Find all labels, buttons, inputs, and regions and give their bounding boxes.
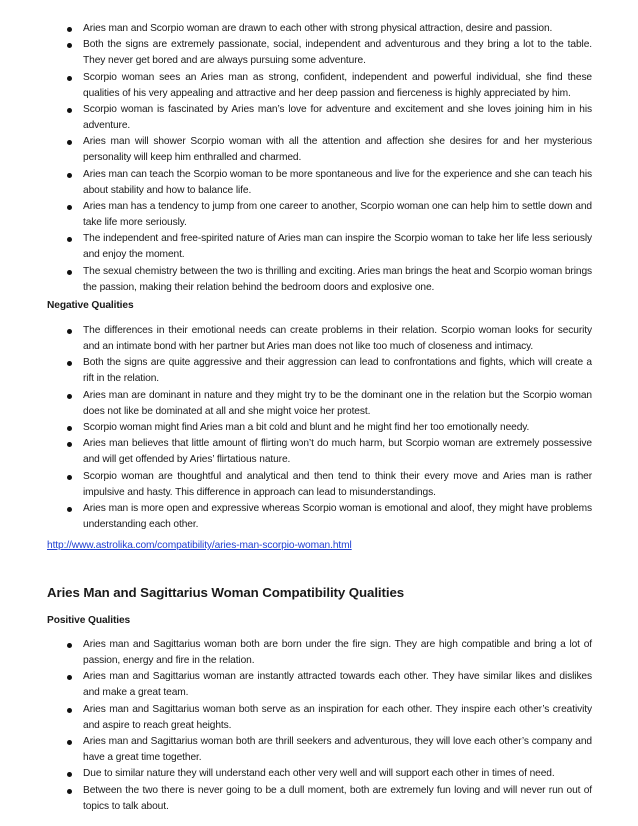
- bullet-icon: [67, 740, 72, 745]
- bullet-icon: [67, 76, 72, 81]
- list-item: [47, 167, 592, 199]
- list-item: [47, 264, 592, 296]
- positive-qualities-heading: Positive Qualities: [47, 615, 131, 626]
- list-item-text: Between the two there is never going to be a dull moment, both are extremely fun loving and will never run out of topics to talk about.: [83, 784, 592, 812]
- list-item-text: Aries man believes that little amount of flirting won’t do much harm, but Scorpio woman are extremely possessive and will get offended by Aries’ flirtatious nature.: [83, 438, 592, 466]
- scorpio-negative-list: [47, 323, 592, 533]
- list-item-text: Aries man can teach the Scorpio woman to be more spontaneous and live for the experience and she can teach his about stability and how to balance life.: [83, 168, 592, 196]
- source-link[interactable]: http://www.astrolika.com/compatibility/aries-man-scorpio-woman.html: [47, 540, 352, 551]
- bullet-icon: [67, 394, 72, 399]
- list-item: [47, 783, 592, 815]
- list-item: [47, 323, 592, 355]
- list-item: [47, 637, 592, 669]
- list-item: [47, 669, 592, 701]
- bullet-icon: [67, 708, 72, 713]
- list-item: [47, 766, 592, 782]
- list-item: [47, 734, 592, 766]
- bullet-icon: [67, 140, 72, 145]
- list-item: [47, 501, 592, 533]
- list-item-text: The independent and free-spirited nature of Aries man can inspire the Scorpio woman to take her life less seriously and enjoy the moment.: [83, 233, 592, 261]
- bullet-icon: [67, 675, 72, 680]
- list-item-text: Aries man and Sagittarius woman both are thrill seekers and adventurous, they will love each other’s company and have a great time together.: [83, 735, 592, 763]
- list-item: [47, 37, 592, 69]
- list-item: [47, 102, 592, 134]
- list-item-text: Aries man and Sagittarius woman both are born under the fire sign. They are high compatible and bring a lot of passion, energy and fire in the relation.: [83, 639, 592, 666]
- list-item-text: Aries man has a tendency to jump from one career to another, Scorpio woman one can help him to settle down and take life more seriously.: [83, 200, 592, 228]
- bullet-icon: [67, 43, 72, 48]
- list-item: [47, 355, 592, 387]
- sagittarius-positive-list: [47, 637, 592, 815]
- list-item: [47, 134, 592, 166]
- bullet-icon: [67, 772, 72, 777]
- list-item-text: Aries man is more open and expressive whereas Scorpio woman is emotional and aloof, they might have problems understanding each other.: [83, 502, 592, 530]
- bullet-icon: [67, 205, 72, 210]
- list-item: [47, 70, 592, 102]
- bullet-icon: [67, 329, 72, 334]
- list-item: [47, 231, 592, 263]
- list-item-text: Due to similar nature they will understand each other very well and will support each other in times of need.: [83, 768, 555, 780]
- scorpio-positive-list: [47, 21, 592, 296]
- list-item-text: The differences in their emotional needs can create problems in their relation. Scorpio woman looks for security and an intimate bond with her partner but Aries man does not like too much of closeness and intimacy.: [83, 325, 592, 352]
- list-item: [47, 469, 592, 501]
- list-item-text: Scorpio woman might find Aries man a bit cold and blunt and he might find her too emotionally needy.: [83, 421, 530, 433]
- list-item-text: Both the signs are quite aggressive and their aggression can lead to confrontations and fights, which will create a rift in the relation.: [83, 357, 592, 385]
- bullet-icon: [67, 442, 72, 447]
- list-item-text: The sexual chemistry between the two is thrilling and exciting. Aries man brings the heat and Scorpio woman brings the passion, making their relation behind the bedroom doors and explosive one.: [83, 265, 592, 293]
- bullet-icon: [67, 426, 72, 431]
- list-item-text: Scorpio woman are thoughtful and analytical and then tend to think their every move and Aries man is rather impulsive and hasty. This difference in approach can lead to misunderstandings.: [83, 470, 592, 498]
- list-item: [47, 199, 592, 231]
- list-item-text: Both the signs are extremely passionate, social, independent and adventurous and they bring a lot to the table. They never get bored and are always pursuing some adventure.: [83, 39, 592, 67]
- bullet-icon: [67, 270, 72, 275]
- list-item-text: Aries man and Scorpio woman are drawn to each other with strong physical attraction, desire and passion.: [83, 23, 553, 34]
- list-item: [47, 702, 592, 734]
- list-item-text: Scorpio woman is fascinated by Aries man’s love for adventure and excitement and she loves joining him in his adventure.: [83, 104, 592, 131]
- list-item: [47, 420, 592, 436]
- list-item-text: Scorpio woman sees an Aries man as strong, confident, independent and powerful individual, she find these qualities of his very appealing and attractive and her deep passion and fierceness is highly appreciated by him.: [83, 71, 592, 99]
- list-item: [47, 21, 592, 37]
- bullet-icon: [67, 173, 72, 178]
- bullet-icon: [67, 237, 72, 242]
- bullet-icon: [67, 789, 72, 794]
- list-item-text: Aries man and Sagittarius woman both serve as an inspiration for each other. They inspire each other’s creativity and aspire to reach great heights.: [83, 703, 592, 731]
- bullet-icon: [67, 507, 72, 512]
- section-title: Aries Man and Sagittarius Woman Compatibility Qualities: [47, 585, 405, 600]
- list-item: [47, 436, 592, 468]
- bullet-icon: [67, 643, 72, 648]
- bullet-icon: [67, 108, 72, 113]
- list-item-text: Aries man are dominant in nature and they might try to be the dominant one in the relation but the Scorpio woman does not like be dominated at all and she might voice her protest.: [83, 389, 592, 417]
- list-item: [47, 388, 592, 420]
- list-item-text: Aries man and Sagittarius woman are instantly attracted towards each other. They have similar likes and dislikes and make a great team.: [83, 671, 592, 699]
- list-item-text: Aries man will shower Scorpio woman with all the attention and affection she desires for and her mysterious personality will keep him enthralled and charmed.: [83, 136, 592, 164]
- bullet-icon: [67, 361, 72, 366]
- negative-qualities-heading: Negative Qualities: [47, 300, 134, 311]
- bullet-icon: [67, 27, 72, 32]
- bullet-icon: [67, 475, 72, 480]
